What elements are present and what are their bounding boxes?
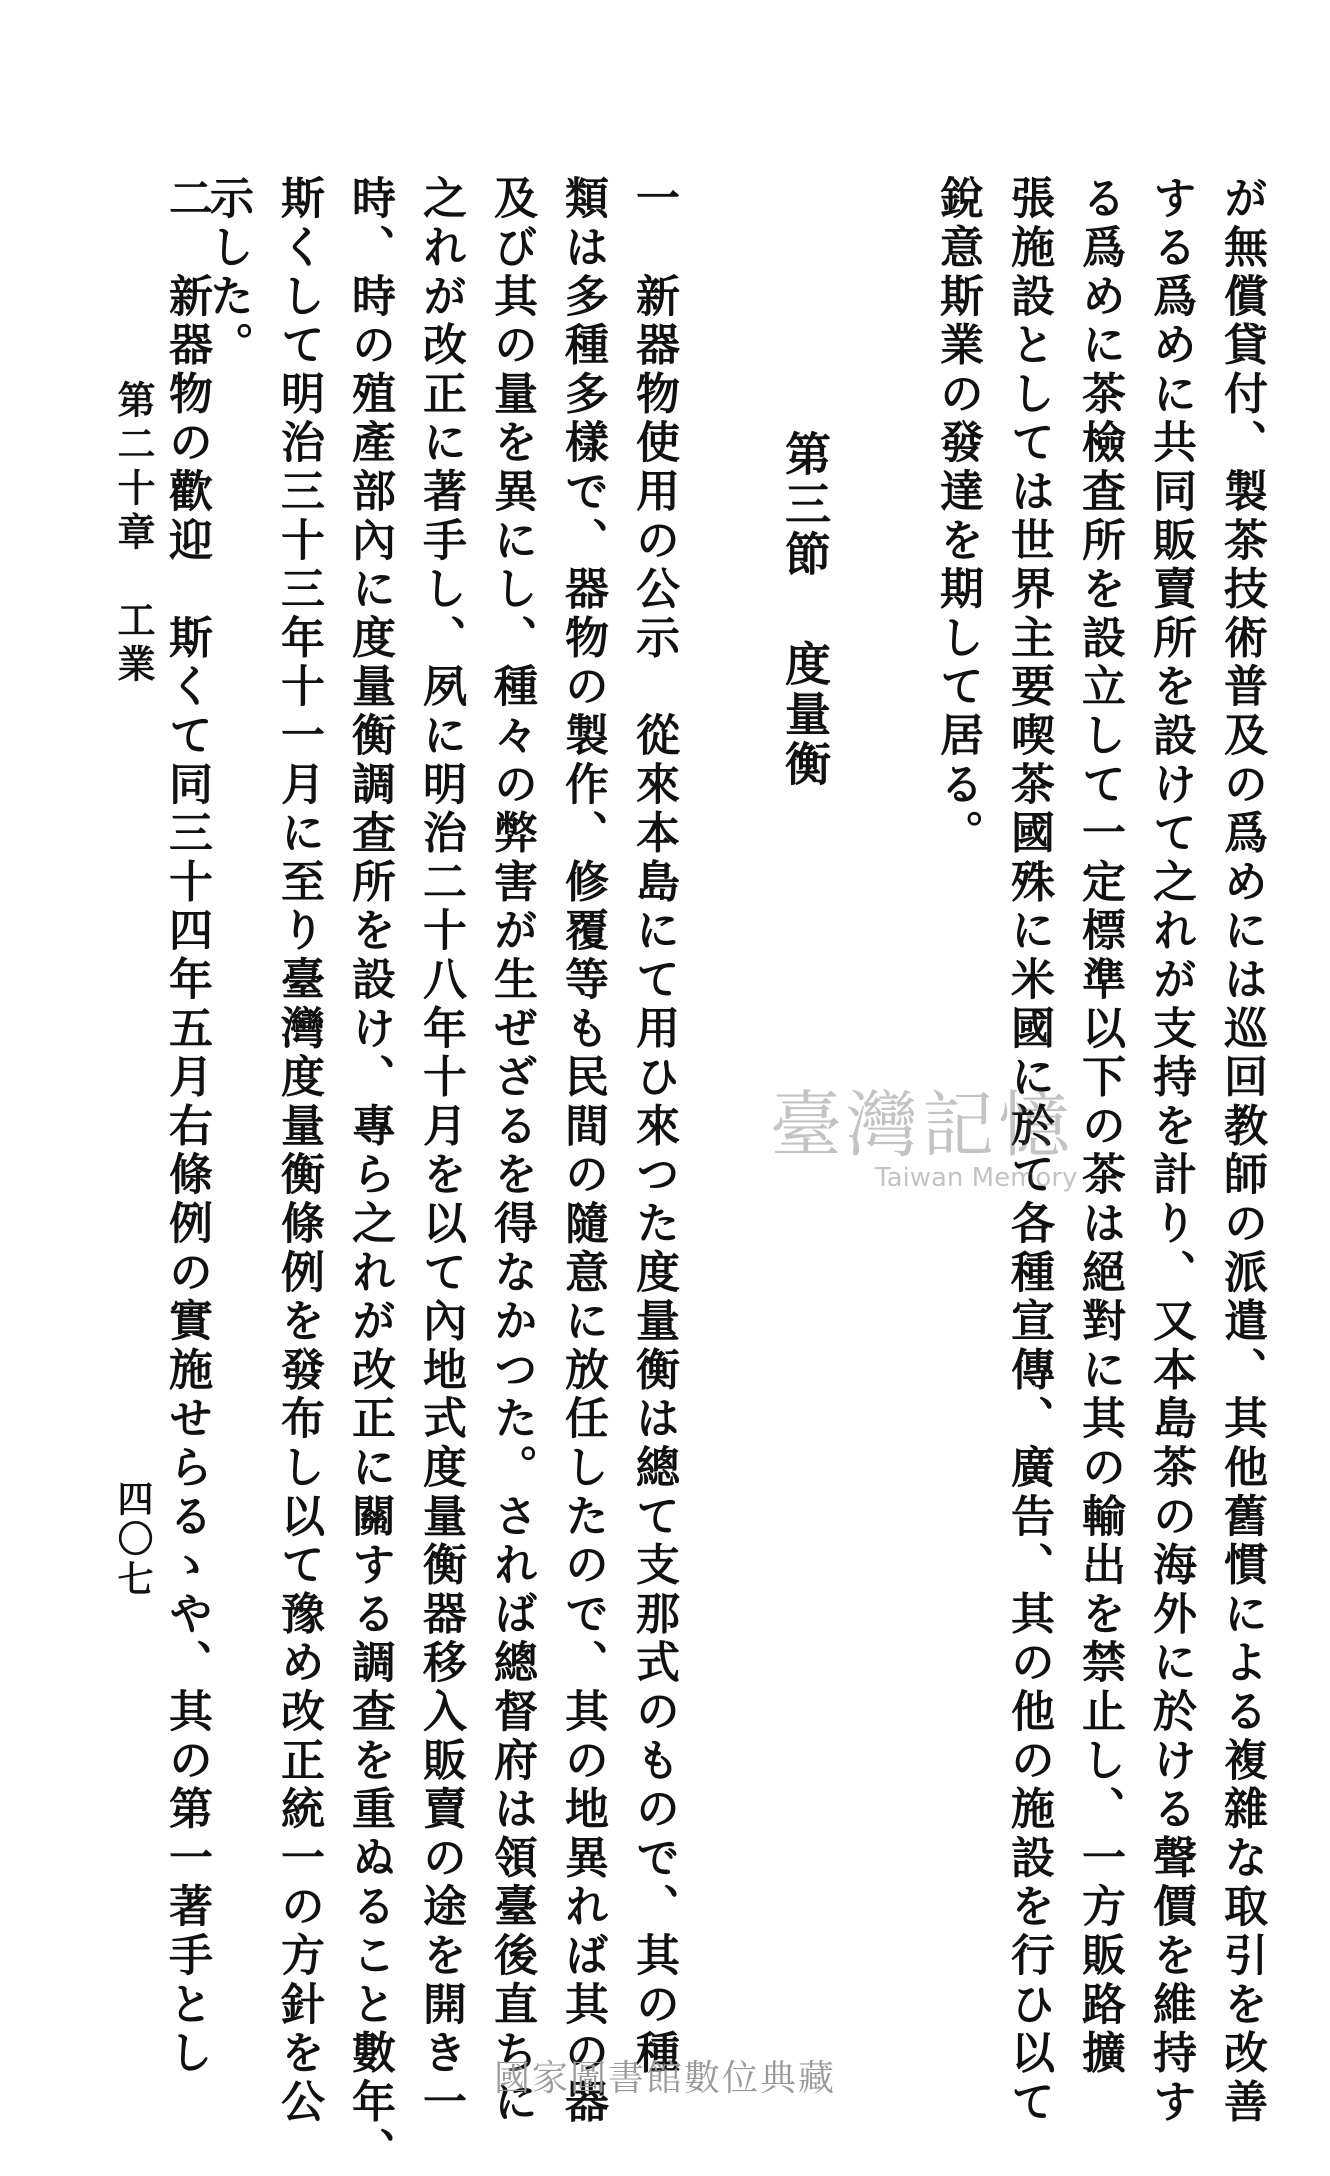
text-column-4: 張施設としては世界主要喫茶國殊に米國に於て各種宣傳、廣告、其の他の施設を行ひ以て bbox=[1003, 175, 1054, 2127]
section-name: 度量衡 bbox=[778, 640, 832, 790]
watermark-chinese: 臺灣記憶 bbox=[770, 1083, 1075, 1167]
section-number: 第三節 bbox=[778, 430, 832, 580]
text-column-9: 之れが改正に著手し、夙に明治二十八年十月を以て內地式度量衡器移入販賣の途を開き一 bbox=[415, 175, 466, 2127]
watermark bbox=[770, 1085, 1110, 1195]
section-title bbox=[775, 430, 835, 790]
text-column-6: 一 新器物使用の公示 從來本島にて用ひ來つた度量衡は總て支那式のもので、其の種 bbox=[628, 175, 679, 2079]
text-column-7: 類は多種多樣で、器物の製作、修覆等も民間の隨意に放任したので、其の地異れば其の器 bbox=[557, 175, 608, 2127]
footer-credit: 國家圖書館數位典藏 bbox=[493, 2058, 836, 2099]
text-column-5: 銳意斯業の發達を期して居る。 bbox=[932, 175, 983, 859]
text-column-11: 斯くして明治三十三年十一月に至り臺灣度量衡條例を發布し以て豫め改正統一の方針を公 bbox=[273, 175, 324, 2127]
text-column-3: る爲めに茶檢査所を設立して一定標準以下の茶は絕對に其の輸出を禁止し、一方販路擴 bbox=[1074, 175, 1125, 2079]
text-column-13: 二 新器物の歡迎 斯くて同三十四年五月右條例の實施せらるゝや、其の第一著手とし bbox=[161, 175, 212, 2079]
text-column-2: する爲めに共同販賣所を設けて之れが支持を計り、又本島茶の海外に於ける聲價を維持す bbox=[1145, 175, 1196, 2127]
text-column-8: 及び其の量を異にし、種々の弊害が生ぜざるを得なかつた。されば總督府は領臺後直ちに bbox=[486, 175, 537, 2127]
page-number: 四〇七 bbox=[112, 1480, 154, 1600]
text-column-10: 時、時の殖產部內に度量衡調查所を設け、專ら之れが改正に關する調查を重ぬること數年、 bbox=[344, 175, 395, 2176]
watermark-english: Taiwan Memory bbox=[875, 1163, 1078, 1193]
text-column-1: が無償貸付、製茶技術普及の爲めには巡回教師の派遣、其他舊慣による複雜な取引を改善 bbox=[1216, 175, 1267, 2127]
text-column-12: 示した。 bbox=[202, 175, 253, 371]
running-head: 第二十章 工業 bbox=[111, 380, 156, 688]
